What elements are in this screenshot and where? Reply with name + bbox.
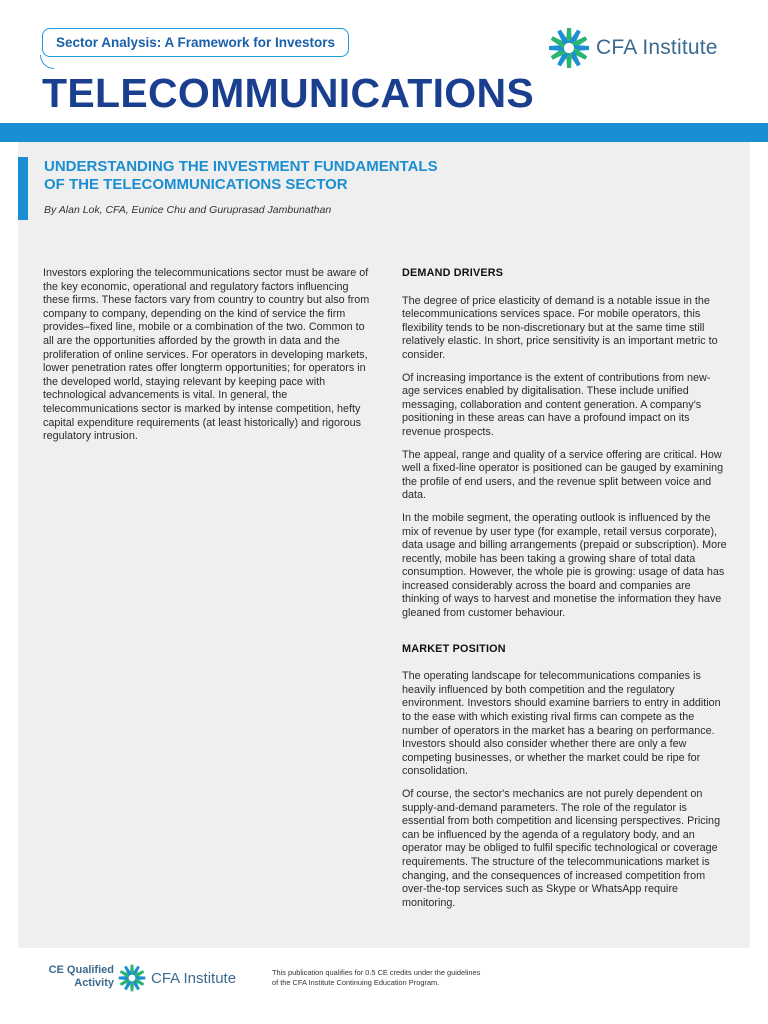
- market-paragraph-2: Of course, the sector's mechanics are not purely dependent on supply-and-demand parameters. The role of the regulator is essential from both competition and licensing perspectives. Pricing can be influenced by the agenda of a regulatory body, and an operator may be obliged to fulfil specific technological or coverage requirements. The structure of the telecommunications market is changing, and the consequences of increased competition from over-the-top services such as Skype or WhatsApp require monitoring.: [402, 788, 721, 909]
- ce-line-2: Activity: [74, 977, 114, 989]
- demand-paragraph-1: The degree of price elasticity of demand is a notable issue in the telecommunications services space. For mobile operators, this flexibility tends to be non-discretionary but at the same time still relatively elastic. In short, price sensitivity is an important metric to consider.: [402, 294, 718, 361]
- article-subtitle-line2: OF THE TELECOMMUNICATIONS SECTOR: [44, 176, 348, 193]
- article-subtitle-line1: UNDERSTANDING THE INVESTMENT FUNDAMENTALS: [44, 158, 438, 175]
- demand-paragraph-2: Of increasing importance is the extent of contributions from new-age services enabled by digitalisation. These include unified messaging, collaboration and content generation. A company's positioning in these areas can have a profound impact on its revenue prospects.: [402, 371, 711, 438]
- page-title: TELECOMMUNICATIONS: [42, 70, 535, 116]
- left-column: [43, 267, 371, 453]
- right-column: [402, 267, 728, 919]
- article-byline: By Alan Lok, CFA, Eunice Chu and Guruprasad Jambunathan: [44, 204, 332, 216]
- cfa-starburst-icon: [548, 27, 590, 69]
- demand-paragraph-4: In the mobile segment, the operating outlook is influenced by the mix of revenue by user type (for example, retail versus corporate), data usage and billing arrangements (prepaid or subscription). More recently, mobile has been taking a growing share of total data consumption. However, the whole pie is growing: usage of data has increased considerably across the board and companies are thinking of ways to harvest and monetise the information they have gleaned from customer behaviour.: [402, 511, 727, 620]
- ce-line-1: CE Qualified: [48, 964, 114, 976]
- framework-tag-label: Sector Analysis: A Framework for Investors: [55, 35, 336, 50]
- footer-cfa-logo: [118, 964, 236, 992]
- ce-note-line-1: This publication qualifies for 0.5 CE credits under the guidelines: [272, 968, 481, 977]
- intro-paragraph: Investors exploring the telecommunications sector must be aware of the key economic, operational and regulatory factors influencing these firms. These factors vary from country to country but also from company to company, depending on the kind of service the firm provides–fixed line, mobile or a combination of the two. Common to all are the opportunities afforded by the growth in data and the proliferation of online services. For operators in developing markets, lower penetration rates offer longterm opportunities; for operators in the developed world, staying relevant by keeping pace with technological advancements is vital. In general, the telecommunications sector is marked by intense competition, hefty capital expenditure requirements (at least historically) and rigorous regulatory intrusion.: [43, 267, 370, 443]
- article-subtitle: [44, 158, 514, 194]
- framework-tag-tail: [40, 55, 54, 69]
- page-footer: [0, 958, 768, 1008]
- ce-qualified-label: [30, 964, 114, 990]
- footer-logo-text: CFA Institute: [151, 969, 237, 987]
- ce-note-line-2: of the CFA Institute Continuing Education Program.: [272, 978, 440, 987]
- market-paragraph-1: The operating landscape for telecommunications companies is heavily influenced by both competition and the regulatory environment. Investors should examine barriers to entry in addition to the ease with which existing rival firms can compete as the number of operators in the market has a bearing on performance. Investors should also consider whether there are only a few competing businesses, or whether the market could be ripe for consolidation.: [402, 670, 721, 778]
- market-position-heading: MARKET POSITION: [402, 642, 506, 655]
- demand-paragraph-3: The appeal, range and quality of a service offering are critical. How well a fixed-line operator is positioned can be gauged by examining the profile of end users, and the revenue split between voice and data.: [402, 448, 724, 502]
- demand-drivers-heading: DEMAND DRIVERS: [402, 267, 504, 279]
- framework-tag: [42, 28, 349, 57]
- cfa-logo-text: CFA Institute: [596, 36, 718, 59]
- cfa-starburst-icon: [118, 964, 146, 992]
- header-band: [0, 123, 768, 142]
- subtitle-accent-bar: [18, 157, 28, 220]
- ce-credit-note: [272, 968, 532, 988]
- cfa-logo: [548, 27, 718, 69]
- article-panel: [18, 142, 750, 948]
